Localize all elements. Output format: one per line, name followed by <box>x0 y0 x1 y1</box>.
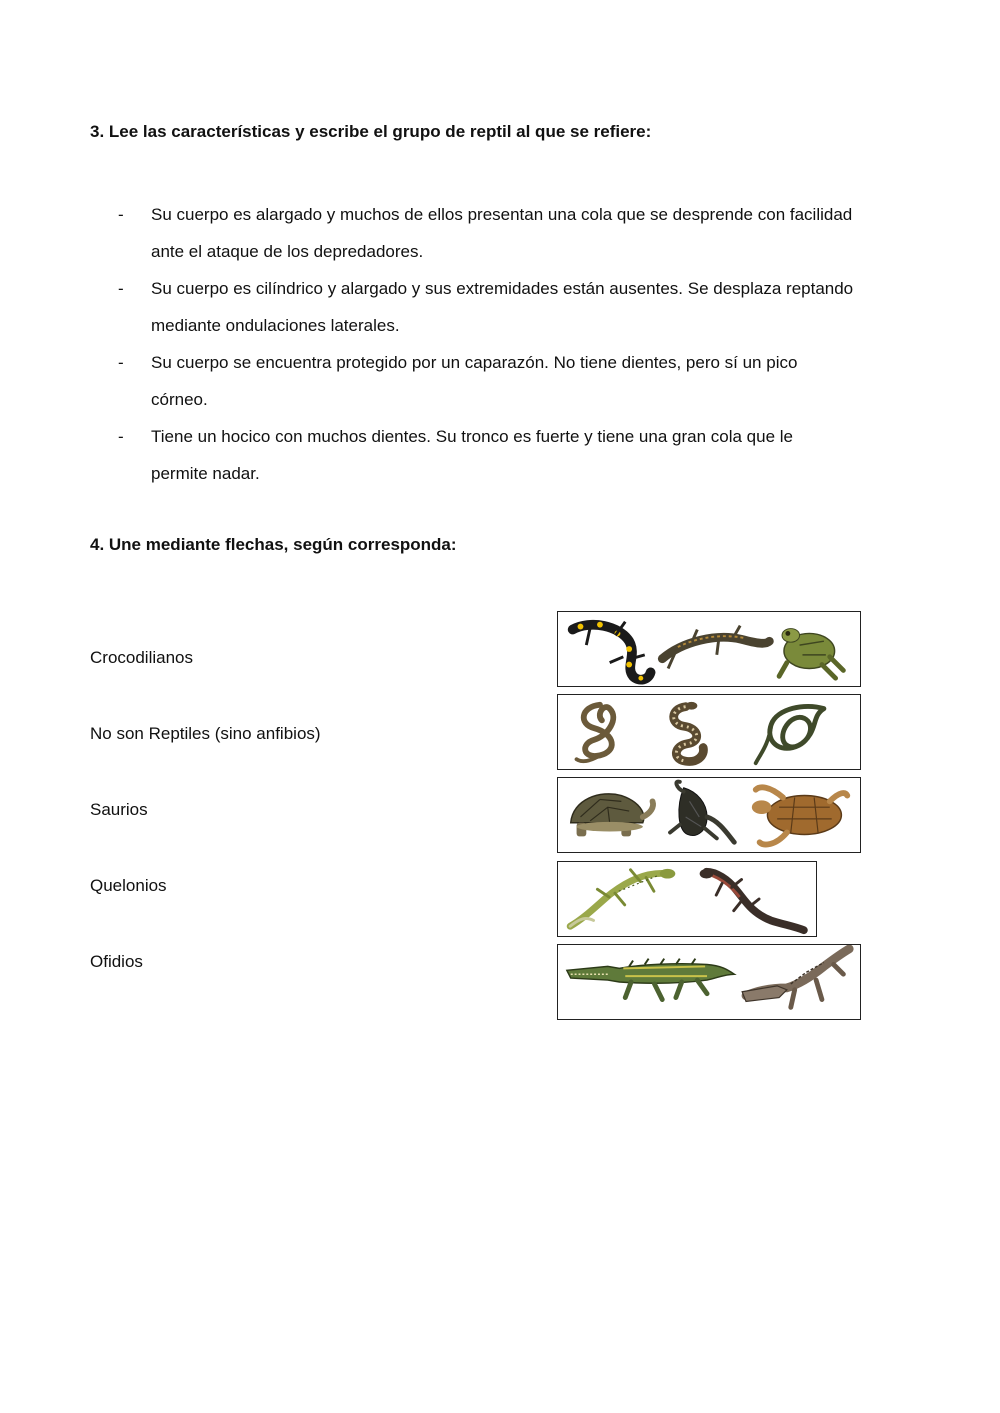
snakes-illustration <box>558 695 860 769</box>
image-box-snakes <box>557 694 861 770</box>
amphibians-illustration <box>558 612 860 686</box>
image-box-crocodiles <box>557 944 861 1020</box>
crocodiles-illustration <box>558 945 860 1019</box>
bullet-dash: - <box>118 279 124 298</box>
section-4-heading: 4. Une mediante flechas, según corresponda: <box>90 535 457 554</box>
list-item <box>118 344 918 418</box>
characteristics-list <box>118 196 918 492</box>
snake-icon <box>756 706 824 763</box>
crocodile-icon <box>567 959 734 1000</box>
section-3-heading: 3. Lee las características y escribe el grupo de reptil al que se refiere: <box>90 122 652 141</box>
list-item <box>118 196 918 270</box>
bullet-dash: - <box>118 353 124 372</box>
group-label-crocodilianos: Crocodilianos <box>90 648 193 667</box>
group-label-ofidios: Ofidios <box>90 952 143 971</box>
newt-icon <box>662 626 769 669</box>
item-line: Tiene un hocico con muchos dientes. Su tronco es fuerte y tiene una gran cola que le <box>151 427 793 446</box>
group-label-anfibios: No son Reptiles (sino anfibios) <box>90 724 321 743</box>
crocodile-icon <box>742 949 849 1007</box>
item-line: Su cuerpo se encuentra protegido por un caparazón. No tiene dientes, pero sí un pico <box>151 353 798 372</box>
snake-icon <box>577 705 614 762</box>
bullet-dash: - <box>118 427 124 446</box>
turtle-icon <box>670 782 734 843</box>
item-line: permite nadar. <box>151 464 260 483</box>
image-box-lizards <box>557 861 817 937</box>
group-label-quelonios: Quelonios <box>90 876 167 895</box>
image-box-turtles <box>557 777 861 853</box>
lizards-illustration <box>558 862 816 936</box>
lizard-icon <box>700 869 804 930</box>
item-line: Su cuerpo es alargado y muchos de ellos presentan una cola que se desprende con facilidad <box>151 205 853 224</box>
snake-icon <box>674 702 704 762</box>
image-box-amphibians <box>557 611 861 687</box>
lizard-icon <box>570 869 675 926</box>
item-line: córneo. <box>151 390 208 409</box>
item-line: mediante ondulaciones laterales. <box>151 316 400 335</box>
salamander-icon <box>573 622 651 681</box>
bullet-dash: - <box>118 205 124 224</box>
sea-turtle-icon <box>752 787 847 844</box>
turtles-illustration <box>558 778 860 852</box>
list-item <box>118 270 918 344</box>
item-line: ante el ataque de los depredadores. <box>151 242 424 261</box>
list-item <box>118 418 918 492</box>
group-label-saurios: Saurios <box>90 800 148 819</box>
tortoise-icon <box>571 794 653 837</box>
item-line: Su cuerpo es cilíndrico y alargado y sus extremidades están ausentes. Se desplaza reptando <box>151 279 854 298</box>
frog-icon <box>779 629 843 679</box>
